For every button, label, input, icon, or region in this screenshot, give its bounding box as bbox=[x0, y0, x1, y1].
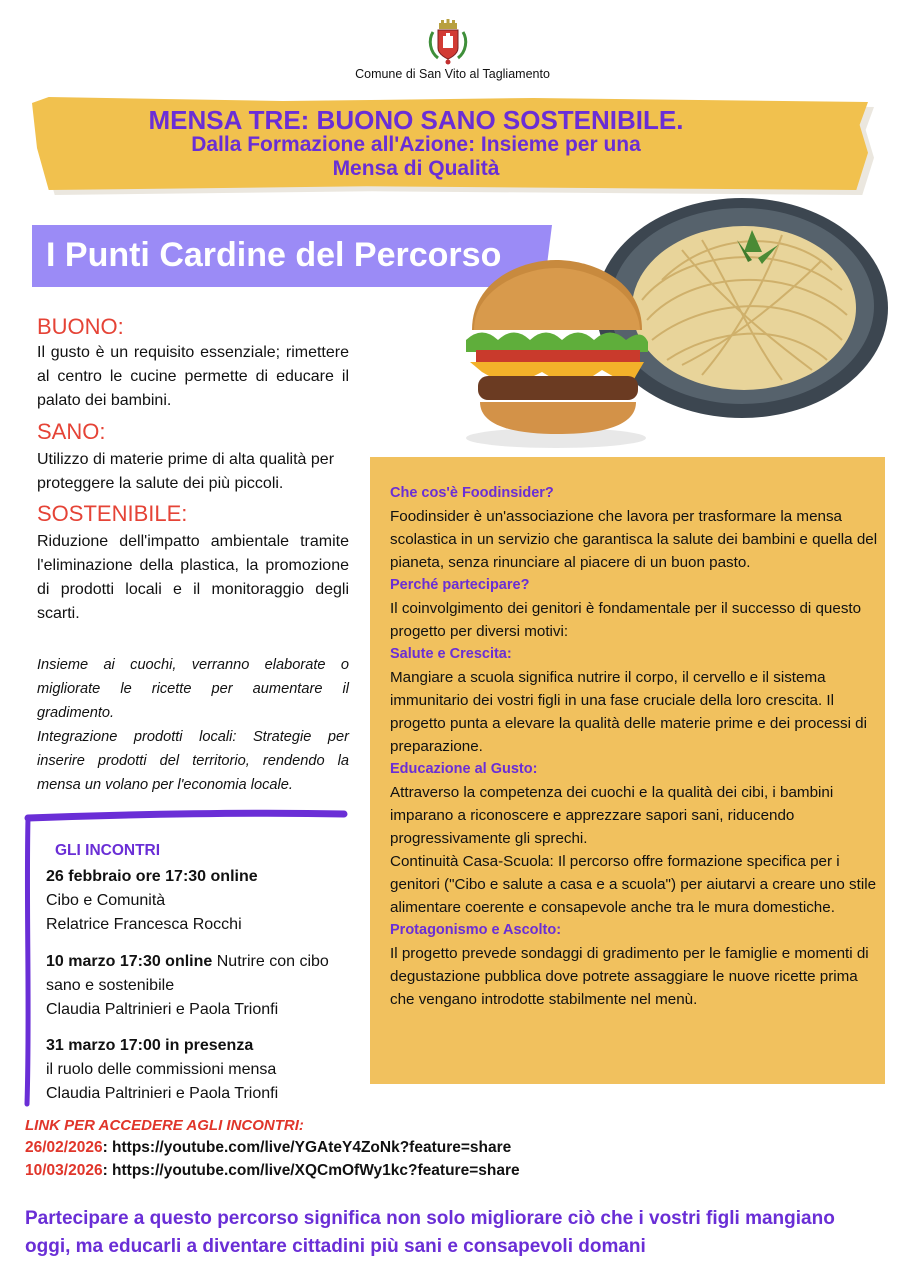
subtitle-line-2: Mensa di Qualità bbox=[332, 157, 500, 180]
meeting-speaker: Claudia Paltrinieri e Paola Trionfi bbox=[46, 1001, 279, 1018]
links-heading: LINK PER ACCEDERE AGLI INCONTRI: bbox=[25, 1117, 304, 1134]
info-question: Che cos'è Foodinsider? bbox=[390, 485, 554, 501]
page-subtitle bbox=[36, 133, 796, 181]
meeting-when: 26 febbraio ore 17:30 online bbox=[46, 868, 258, 885]
info-question: Salute e Crescita: bbox=[390, 646, 512, 662]
pillar-sano-text: Utilizzo di materie prime di alta qualità per proteggere la salute dei più piccoli. bbox=[37, 451, 335, 492]
meeting-topic: il ruolo delle commissioni mensa bbox=[46, 1061, 277, 1078]
page-title: MENSA TRE: BUONO SANO SOSTENIBILE. bbox=[148, 105, 684, 135]
meeting-when: 31 marzo 17:00 in presenza bbox=[46, 1037, 254, 1054]
link-date: 10/03/2026 bbox=[25, 1162, 103, 1179]
meeting-speaker: Relatrice Francesca Rocchi bbox=[46, 916, 242, 933]
info-answer: Foodinsider è un'associazione che lavora per trasformare la mensa scolastica in un servizio che garantisca la salute dei bambini e quella del pianeta, senza rinunciare al piacere di un buon pasto. bbox=[390, 508, 878, 571]
meeting-topic: Nutrire con cibo sano e sostenibile bbox=[46, 953, 329, 994]
closing-statement: Partecipare a questo percorso significa non solo migliorare ciò che i vostri figli mangiano oggi, ma educarli a diventare cittadini più sani e consapevoli domani bbox=[25, 1208, 835, 1257]
municipality-name: Comune di San Vito al Tagliamento bbox=[355, 67, 550, 81]
subtitle-line-1: Dalla Formazione all'Azione: Insieme per una bbox=[191, 133, 641, 156]
food-illustration bbox=[452, 190, 892, 460]
link-url[interactable]: : https://youtube.com/live/YGAteY4ZoNk?feature=share bbox=[102, 1139, 512, 1156]
meeting-item bbox=[46, 865, 346, 937]
pasta-plate-icon bbox=[596, 198, 888, 418]
info-question: Educazione al Gusto: bbox=[390, 761, 538, 777]
meetings-heading: GLI INCONTRI bbox=[55, 842, 161, 859]
burger-icon bbox=[466, 260, 648, 448]
meeting-speaker: Claudia Paltrinieri e Paola Trionfi bbox=[46, 1085, 279, 1102]
meeting-topic: Cibo e Comunità bbox=[46, 892, 166, 909]
pillar-buono-title: BUONO: bbox=[37, 314, 124, 339]
pillar-sano-title: SANO: bbox=[37, 419, 106, 444]
info-question: Perché partecipare? bbox=[390, 577, 530, 593]
meeting-item bbox=[46, 1034, 346, 1106]
meeting-link-row[interactable] bbox=[25, 1139, 511, 1157]
pillar-sostenibile-title: SOSTENIBILE: bbox=[37, 501, 188, 526]
meeting-item bbox=[46, 950, 346, 1022]
info-question: Protagonismo e Ascolto: bbox=[390, 922, 562, 938]
info-answer: Attraverso la competenza dei cuochi e la qualità dei cibi, i bambini imparano a riconoscere e apprezzare sapori sani, riducendo progressivamente gli sprechi. bbox=[390, 784, 834, 847]
municipal-crest-logo bbox=[424, 18, 472, 66]
info-answer: Il coinvolgimento dei genitori è fondamentale per il successo di questo progetto per diversi motivi: bbox=[390, 600, 862, 640]
link-date: 26/02/2026 bbox=[25, 1139, 103, 1156]
italic-note-1: Insieme ai cuochi, verranno elaborate o migliorate le ricette per aumentare il gradimento. bbox=[37, 657, 349, 721]
info-content bbox=[390, 482, 880, 1011]
section-title: I Punti Cardine del Percorso bbox=[46, 236, 502, 274]
info-answer: Mangiare a scuola significa nutrire il corpo, il cervello e il sistema immunitario dei vostri figli in una fase cruciale della loro crescita. Il progetto punta a elevare la qualità delle materie prime e dei processi di preparazione. bbox=[390, 669, 867, 755]
info-answer: Continuità Casa-Scuola: Il percorso offre formazione specifica per i genitori ("Cibo e salute a casa e a scuola") per aiutarvi a creare uno stile alimentare coerente e consapevole anche tra le mura domestiche. bbox=[390, 853, 877, 916]
italic-notes bbox=[37, 653, 349, 797]
info-answer: Il progetto prevede sondaggi di gradimento per le famiglie e momenti di degustazione pubblica dove potrete assaggiare le nuove ricette prima che vengano introdotte stabilmente nel menù. bbox=[390, 945, 869, 1008]
meeting-when: 10 marzo 17:30 online bbox=[46, 953, 213, 970]
pillar-buono-text: Il gusto è un requisito essenziale; rimettere al centro le cucine permette di educare il palato dei bambini. bbox=[37, 344, 349, 409]
link-url[interactable]: : https://youtube.com/live/XQCmOfWy1kc?feature=share bbox=[102, 1162, 520, 1179]
pillar-sostenibile-text: Riduzione dell'impatto ambientale tramite l'eliminazione della plastica, la promozione di prodotti locali e il monitoraggio degli scarti. bbox=[37, 533, 349, 622]
meeting-link-row[interactable] bbox=[25, 1162, 520, 1180]
italic-note-2: Integrazione prodotti locali: Strategie per inserire prodotti del territorio, rendendo la mensa un volano per l'economia locale. bbox=[37, 729, 349, 793]
